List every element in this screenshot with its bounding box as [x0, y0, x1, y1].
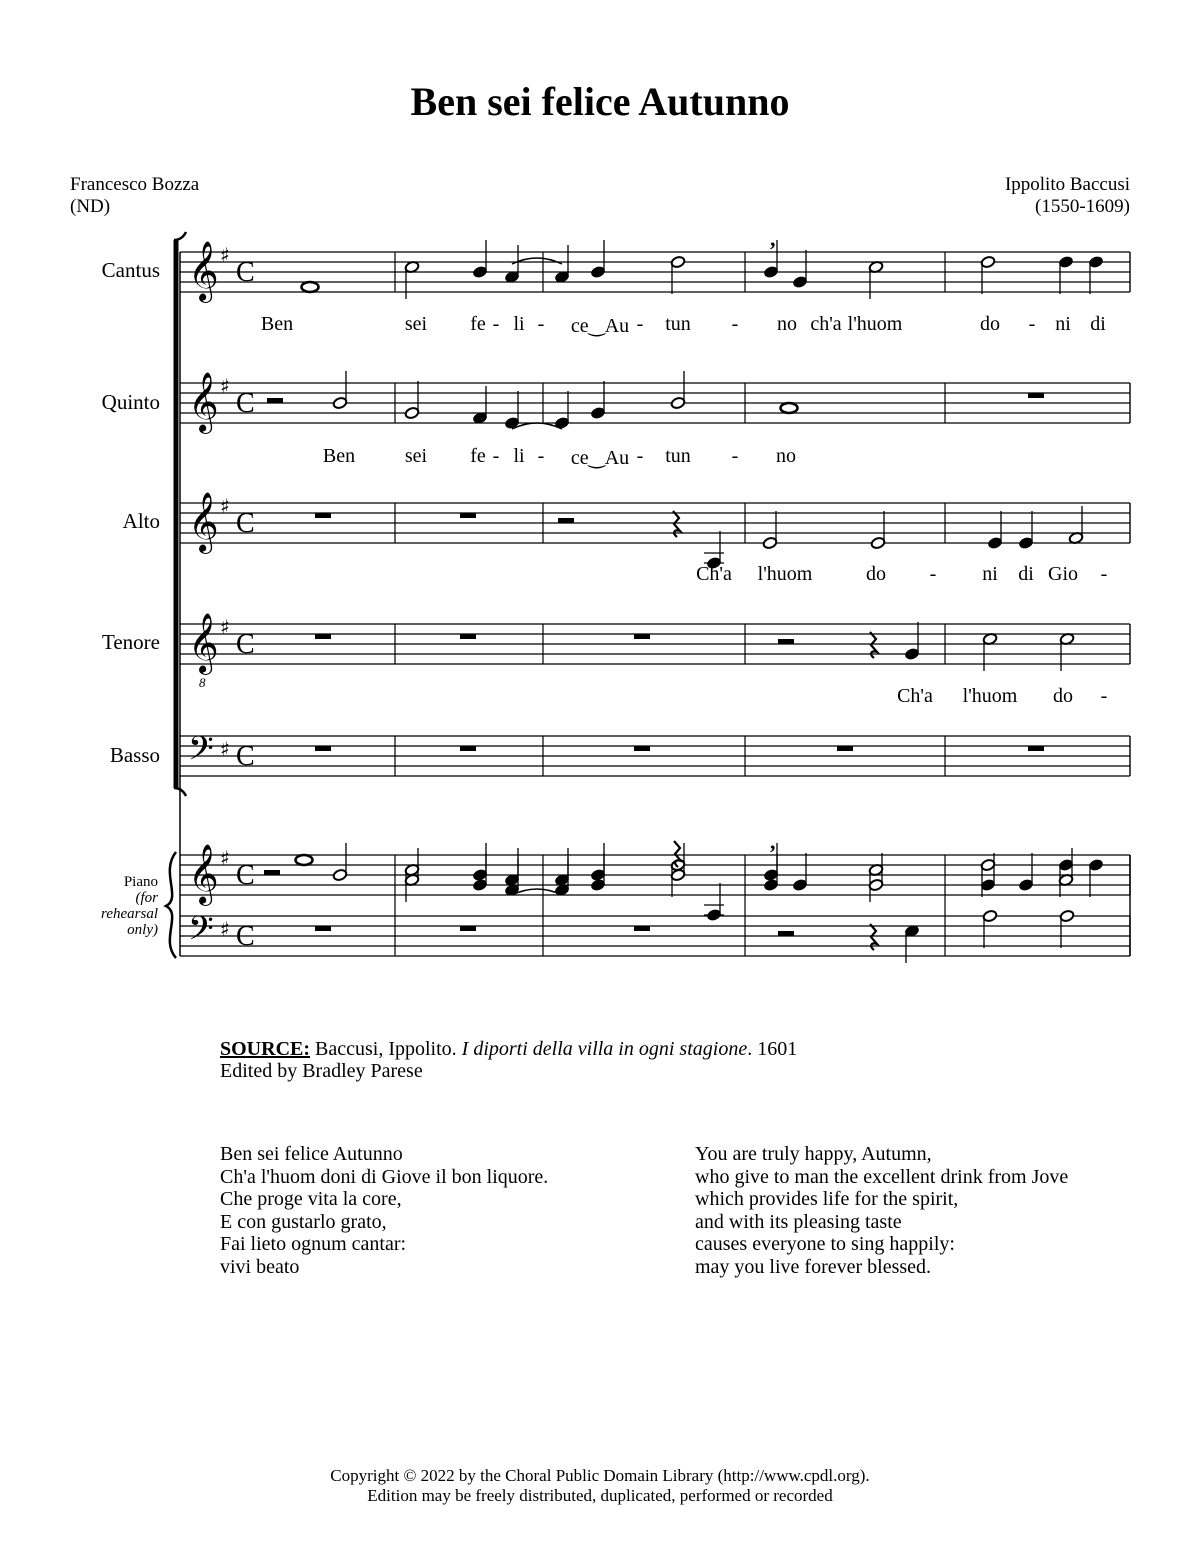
lyric-syllable: li — [513, 445, 525, 467]
poem-line: Ben sei felice Autunno — [220, 1143, 403, 1165]
whole-rest — [837, 746, 853, 751]
source-author: Baccusi, Ippolito. — [315, 1038, 457, 1060]
lyric-syllable: no — [776, 445, 796, 467]
sharp-key-signature: ♯ — [220, 917, 230, 941]
lyric-syllable: - — [929, 563, 937, 585]
lyric-syllable: li — [513, 313, 525, 335]
whole-rest — [634, 926, 650, 931]
piano-label: Piano — [123, 874, 158, 890]
lyric-syllable: l'huom — [962, 685, 1018, 707]
sharp-key-signature: ♯ — [220, 494, 230, 518]
whole-note — [781, 403, 798, 413]
lyric-syllable: fe — [470, 313, 486, 335]
lyric-syllable: ch'a — [810, 313, 842, 335]
half-rest — [267, 398, 283, 403]
sharp-key-signature: ♯ — [220, 243, 230, 267]
copyright-line: Copyright © 2022 by the Choral Public Domain Library (http://www.cpdl.org). — [330, 1466, 870, 1485]
poem-line: You are truly happy, Autumn, — [695, 1143, 932, 1165]
source-citation — [220, 1038, 797, 1082]
lyric-syllable: ni — [1055, 313, 1071, 335]
lyric-syllable: - — [1028, 313, 1036, 335]
poem-line: vivi beato — [220, 1255, 300, 1278]
piano-brace — [166, 852, 176, 958]
tie — [512, 889, 562, 895]
whole-rest — [315, 513, 331, 518]
whole-rest — [460, 513, 476, 518]
lyric-syllable: do — [980, 313, 1000, 335]
license-line: Edition may be freely distributed, duplicated, performed or recorded — [367, 1486, 833, 1505]
lyric-syllable: tun — [665, 313, 691, 335]
copyright-footer — [0, 1466, 1200, 1506]
lyric-syllable: ni — [982, 563, 998, 585]
tie — [512, 258, 562, 264]
lyric-syllable: l'huom — [847, 313, 903, 335]
staff-lines — [180, 252, 1130, 956]
tenor-octave-marker: 8 — [199, 675, 206, 690]
composer-dates: (1550-1609) — [1035, 196, 1130, 217]
common-time-signature: C — [236, 741, 255, 772]
part-name-basso: Basso — [109, 743, 160, 767]
lyric-syllable: di — [1090, 313, 1106, 335]
lyric-syllable: ce‿Au — [570, 315, 630, 337]
tie — [512, 423, 562, 429]
half-rest — [778, 639, 794, 644]
poem-line: and with its pleasing taste — [695, 1210, 902, 1233]
poem-line: E con gustarlo grato, — [220, 1210, 387, 1233]
source-year: . 1601 — [747, 1038, 798, 1060]
whole-rest — [460, 746, 476, 751]
half-rest — [264, 870, 280, 875]
treble-clef: 𝄞 — [188, 613, 219, 673]
lyric-syllable: di — [1018, 563, 1034, 585]
source-editor: Edited by Bradley Parese — [220, 1060, 423, 1082]
half-rest — [558, 518, 574, 523]
lyric-syllable: - — [492, 313, 500, 335]
sharp-key-signature: ♯ — [220, 374, 230, 398]
lyric-syllable: Ben — [260, 313, 294, 335]
common-time-signature: C — [236, 921, 255, 952]
whole-rest — [460, 926, 476, 931]
sharp-key-signature: ♯ — [220, 737, 230, 761]
whole-rest — [634, 746, 650, 751]
treble-clef: 𝄞 — [188, 492, 219, 552]
source-label: SOURCE: — [220, 1038, 311, 1060]
page-title: Ben sei felice Autunno — [410, 79, 790, 124]
lyric-syllable: - — [1100, 685, 1108, 707]
piano-note-1: (for — [135, 890, 158, 906]
poem-line: causes everyone to sing happily: — [695, 1233, 955, 1255]
whole-rest — [315, 926, 331, 931]
poem-line: who give to man the excellent drink from Jove — [695, 1165, 1069, 1188]
common-time-signature: C — [236, 257, 255, 288]
poem-italian — [220, 1143, 548, 1278]
lyric-syllable: - — [636, 313, 644, 335]
whole-rest — [1028, 746, 1044, 751]
lyric-syllable: Ben — [322, 445, 356, 467]
lyric-syllable: tun — [665, 445, 691, 467]
notes — [264, 226, 1104, 963]
piano-note-3: only) — [127, 922, 158, 938]
whole-note — [296, 855, 313, 865]
breath-mark: , — [770, 829, 776, 854]
lyric-syllable: l'huom — [757, 563, 813, 585]
common-time-signature: C — [236, 860, 255, 891]
poem-line: may you live forever blessed. — [695, 1255, 932, 1278]
half-rest — [778, 931, 794, 936]
common-time-signature: C — [236, 508, 255, 539]
part-name-cantus: Cantus — [101, 258, 160, 282]
lyric-syllable: fe — [470, 445, 486, 467]
lyric-syllable: - — [492, 445, 500, 467]
lyric-syllable: - — [537, 445, 545, 467]
part-name-tenore: Tenore — [102, 630, 160, 654]
poet-name: Francesco Bozza — [70, 174, 200, 195]
poet-dates: (ND) — [70, 196, 111, 217]
barlines — [395, 252, 1130, 956]
lyric-syllable: Gio — [1048, 563, 1078, 585]
poem-english — [695, 1143, 1068, 1278]
lyric-syllable: sei — [404, 445, 428, 467]
system-brackets — [166, 232, 186, 958]
sharp-key-signature: ♯ — [220, 846, 230, 870]
bass-clef: 𝄢 — [188, 730, 214, 776]
sharp-key-signature: ♯ — [220, 615, 230, 639]
source-work: I diporti della villa in ogni stagione — [461, 1038, 748, 1060]
lyric-syllable: - — [731, 445, 739, 467]
part-name-alto: Alto — [122, 509, 160, 533]
lyric-syllable: do — [1053, 685, 1073, 707]
piano-note-2: rehearsal — [101, 906, 158, 922]
treble-clef: 𝄞 — [188, 241, 219, 301]
whole-note — [302, 282, 319, 292]
common-time-signature: C — [236, 629, 255, 660]
lyric-syllable: Ch'a — [696, 563, 732, 585]
common-time-signature: C — [236, 388, 255, 419]
treble-clef: 𝄞 — [188, 844, 219, 904]
lyric-syllable: do — [866, 563, 886, 585]
whole-rest — [1028, 393, 1044, 398]
composer-name: Ippolito Baccusi — [1004, 174, 1130, 195]
breath-mark: , — [770, 226, 776, 251]
poem-line: Fai lieto ognum cantar: — [220, 1233, 407, 1255]
lyric-syllable: ce‿Au — [570, 447, 630, 469]
lyric-syllable: - — [1100, 563, 1108, 585]
lyric-syllable: - — [731, 313, 739, 335]
treble-clef: 𝄞 — [188, 372, 219, 432]
whole-rest — [634, 634, 650, 639]
part-name-quinto: Quinto — [101, 390, 160, 414]
clefs — [188, 241, 255, 956]
bass-clef: 𝄢 — [188, 910, 214, 956]
whole-rest — [315, 746, 331, 751]
lyric-syllable: Ch'a — [897, 685, 933, 707]
whole-rest — [315, 634, 331, 639]
poem-line: Che proge vita la core, — [220, 1188, 402, 1210]
lyric-syllable: no — [777, 313, 797, 335]
lyric-syllable: - — [636, 445, 644, 467]
whole-rest — [460, 634, 476, 639]
lyric-syllable: - — [537, 313, 545, 335]
poem-line: Ch'a l'huom doni di Giove il bon liquore. — [220, 1165, 549, 1188]
poem-line: which provides life for the spirit, — [695, 1188, 959, 1210]
lyric-syllable: sei — [404, 313, 428, 335]
